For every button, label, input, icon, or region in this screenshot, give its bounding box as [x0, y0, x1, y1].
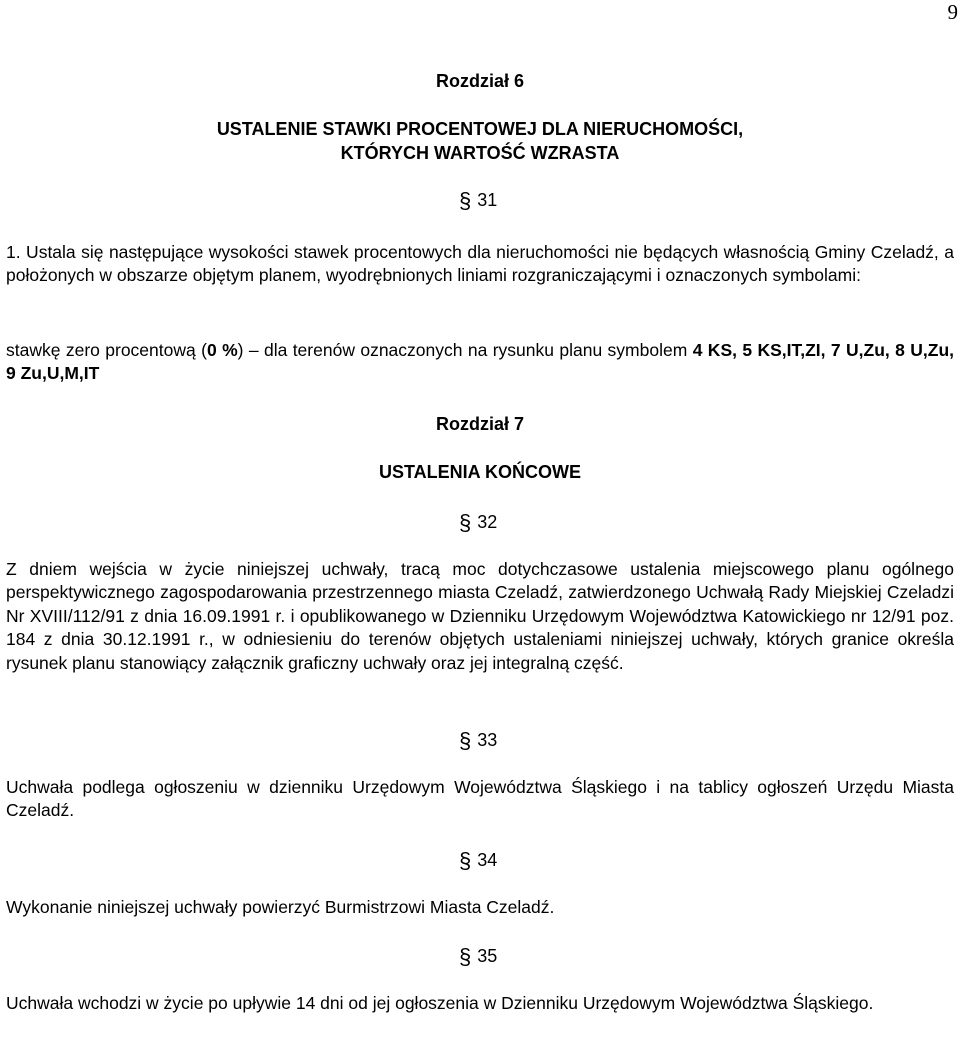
section-33-marker [459, 726, 497, 752]
section-32-marker [459, 508, 497, 534]
section-symbol: § [459, 848, 472, 873]
section-symbol: § [459, 728, 472, 753]
section-symbol: § [459, 510, 472, 535]
chapter6-title: Rozdział 6 [435, 71, 524, 91]
section-35-marker [459, 942, 497, 968]
section-number: 31 [477, 190, 498, 210]
section-31-paragraph-2 [6, 339, 954, 386]
section-33-paragraph: Uchwała podlega ogłoszeniu w dzienniku Urzędowym Województwa Śląskiego i na tablicy ogłoszeń Urzędu Miasta Czeladź. [6, 777, 954, 821]
section-number: 33 [477, 730, 498, 750]
chapter7-heading: USTALENIA KOŃCOWE [379, 462, 581, 482]
section-number: 32 [477, 512, 498, 532]
chapter7-title: Rozdział 7 [435, 414, 524, 434]
chapter6-heading-line2: KTÓRYCH WARTOŚĆ WZRASTA [340, 143, 620, 163]
section-31-marker [459, 186, 497, 212]
rate-value: 0 % [206, 340, 238, 360]
section-number: 35 [477, 946, 498, 966]
section-symbol: § [459, 188, 472, 213]
page-number: 9 [947, 0, 958, 24]
section-32-paragraph: Z dniem wejścia w życie niniejszej uchwały, tracą moc dotychczasowe ustalenia miejscowego planu ogólnego perspektywicznego zagospodarowania przestrzennego miasta Czeladź, zatwierdzonego Uchwałą Rady Miejskiej Czeladzi Nr XVIII/112/91 z dnia 16.09.1991 r. i opublikowanego w Dzienniku Urzędowym Województwa Katowickiego nr 12/91 poz. 184 z dnia 30.12.1991 r., w odniesieniu do terenów objętych ustaleniami niniejszej uchwały, których granice określa rysunek planu stanowiący załącznik graficzny uchwały oraz jej integralną część. [6, 559, 954, 673]
rate-text-c: ) – dla terenów oznaczonych na rysunku planu symbolem [237, 340, 693, 360]
section-34-paragraph: Wykonanie niniejszej uchwały powierzyć Burmistrzowi Miasta Czeladź. [6, 897, 555, 917]
zone-symbols: 4 KS, 5 KS,IT,ZI, 7 U,Zu, 8 U,Zu, 9 Zu,U,M,IT [6, 340, 954, 384]
section-31-paragraph-1: 1. Ustala się następujące wysokości stawek procentowych dla nieruchomości nie będących własnością Gminy Czeladź, a położonych w obszarze objętym planem, wyodrębnionych liniami rozgraniczającymi i oznaczonych symbolami: [6, 242, 954, 286]
section-35-paragraph: Uchwała wchodzi w życie po upływie 14 dni od jej ogłoszenia w Dzienniku Urzędowym Województwa Śląskiego. [6, 993, 874, 1013]
section-symbol: § [459, 944, 472, 969]
chapter6-heading-line1: USTALENIE STAWKI PROCENTOWEJ DLA NIERUCHOMOŚCI, [216, 119, 744, 139]
section-number: 34 [477, 850, 498, 870]
rate-text-a: stawkę zero procentową ( [6, 340, 207, 360]
section-34-marker [459, 846, 497, 872]
